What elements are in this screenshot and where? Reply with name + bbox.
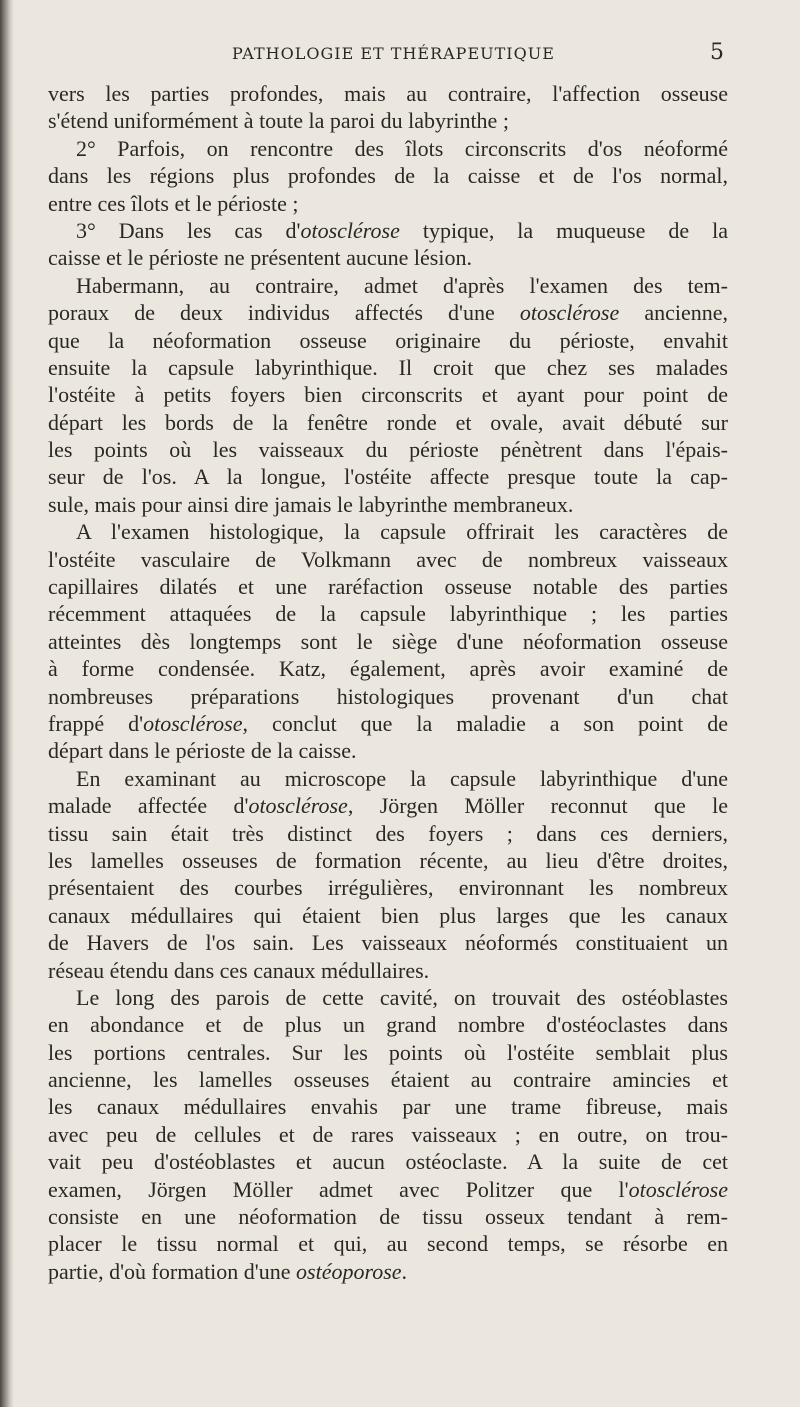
- text-line: [48, 710, 728, 737]
- text-line: à forme condensée. Katz, également, après avoir examiné de: [48, 656, 728, 682]
- text-line: consiste en une néoformation de tissu osseux tendant à rem-: [48, 1204, 728, 1230]
- text-line: dans les régions plus profondes de la caisse et de l'os normal,: [48, 163, 728, 189]
- text-line: départ dans le périoste de la caisse.: [48, 738, 357, 764]
- text-line: vait peu d'ostéoblastes et aucun ostéoclaste. A la suite de cet: [48, 1149, 728, 1175]
- text-line: [48, 1258, 728, 1285]
- italic-term: otosclérose: [628, 1176, 728, 1202]
- text-segment: typique, la muqueuse de la: [399, 217, 728, 243]
- text-line: s'étend uniformément à toute la paroi du labyrinthe ;: [48, 108, 509, 134]
- text-segment: frappé d': [48, 710, 144, 736]
- text-line: réseau étendu dans ces canaux médullaires.: [48, 957, 430, 983]
- text-line: canaux médullaires qui étaient bien plus larges que les canaux: [48, 902, 728, 928]
- text-line: entre ces îlots et le périoste ;: [48, 190, 299, 216]
- text-line: atteintes dès longtemps sont le siège d'une néoformation osseuse: [48, 628, 728, 654]
- text-segment: , conclut que la maladie a son point de: [242, 710, 728, 736]
- text-line: placer le tissu normal et qui, au second temps, se résorbe en: [48, 1231, 728, 1257]
- text-segment: malade affectée d': [48, 793, 249, 819]
- text-line: ancienne, les lamelles osseuses étaient au contraire amincies et: [48, 1067, 728, 1093]
- text-line: [48, 792, 728, 819]
- text-segment: 3° Dans les cas d': [76, 217, 301, 243]
- text-line: l'ostéite vasculaire de Volkmann avec de nombreux vaisseaux: [48, 546, 728, 572]
- text-segment: poraux de deux individus affectés d'une: [48, 300, 520, 326]
- text-line: les portions centrales. Sur les points où l'ostéite semblait plus: [48, 1039, 728, 1065]
- text-line: capillaires dilatés et une raréfaction osseuse notable des parties: [48, 574, 728, 600]
- text-line: avec peu de cellules et de rares vaisseaux ; en outre, on trou-: [48, 1121, 728, 1147]
- text-line: [48, 1176, 728, 1203]
- text-line: les points où les vaisseaux du périoste pénètrent dans l'épais-: [48, 437, 728, 463]
- italic-term: otosclérose: [300, 217, 400, 243]
- italic-term: otosclérose: [143, 710, 243, 736]
- text-line: Le long des parois de cette cavité, on trouvait des ostéoblastes: [76, 984, 728, 1010]
- body-text: [48, 80, 728, 1285]
- italic-term: otosclérose: [248, 793, 348, 819]
- text-line: que la néoformation osseuse originaire du périoste, envahit: [48, 327, 728, 353]
- page-number: 5: [710, 40, 724, 65]
- text-line: de Havers de l'os sain. Les vaisseaux néoformés constituaient un: [48, 930, 728, 956]
- text-line: les canaux médullaires envahis par une trame fibreuse, mais: [48, 1094, 728, 1120]
- text-line: vers les parties profondes, mais au contraire, l'affection osseuse: [48, 81, 728, 106]
- text-line: 2° Parfois, on rencontre des îlots circonscrits d'os néoformé: [76, 135, 728, 161]
- text-line: A l'examen histologique, la capsule offrirait les caractères de: [76, 519, 728, 545]
- text-line: les lamelles osseuses de formation récente, au lieu d'être droites,: [48, 847, 728, 873]
- text-line: Habermann, au contraire, admet d'après l'examen des tem-: [76, 272, 728, 298]
- text-line: tissu sain était très distinct des foyers ; dans ces derniers,: [48, 820, 728, 846]
- text-line: En examinant au microscope la capsule labyrinthique d'une: [76, 765, 728, 791]
- text-line: caisse et le périoste ne présentent aucune lésion.: [48, 245, 472, 271]
- page-binding-shadow: [0, 0, 14, 1407]
- italic-term: ostéoporose: [296, 1258, 402, 1284]
- text-segment: , Jörgen Möller reconnut que le: [347, 793, 728, 819]
- page-header: [232, 40, 772, 70]
- text-line: seur de l'os. A la longue, l'ostéite affecte presque toute la cap-: [48, 464, 728, 490]
- italic-term: otosclérose: [519, 300, 620, 326]
- text-line: sule, mais pour ainsi dire jamais le labyrinthe membraneux.: [48, 491, 574, 517]
- text-segment: partie, d'où formation d'une: [48, 1258, 297, 1284]
- text-line: présentaient des courbes irrégulières, environnant les nombreux: [48, 875, 728, 901]
- running-title: PATHOLOGIE ET THÉRAPEUTIQUE: [232, 44, 555, 63]
- text-line: ensuite la capsule labyrinthique. Il croit que chez ses malades: [48, 354, 728, 380]
- text-line: l'ostéite à petits foyers bien circonscrits et ayant pour point de: [48, 382, 728, 408]
- text-line: en abondance et de plus un grand nombre d'ostéoclastes dans: [48, 1012, 728, 1038]
- text-line: nombreuses préparations histologiques provenant d'un chat: [48, 683, 728, 709]
- text-line: [48, 299, 728, 326]
- text-segment: ancienne,: [619, 300, 728, 326]
- text-line: récemment attaquées de la capsule labyrinthique ; les parties: [48, 601, 728, 627]
- text-line: [48, 217, 728, 244]
- text-line: départ les bords de la fenêtre ronde et ovale, avait débuté sur: [48, 409, 728, 435]
- text-segment: .: [401, 1258, 408, 1284]
- text-segment: examen, Jörgen Möller admet avec Politzer que l': [48, 1176, 629, 1202]
